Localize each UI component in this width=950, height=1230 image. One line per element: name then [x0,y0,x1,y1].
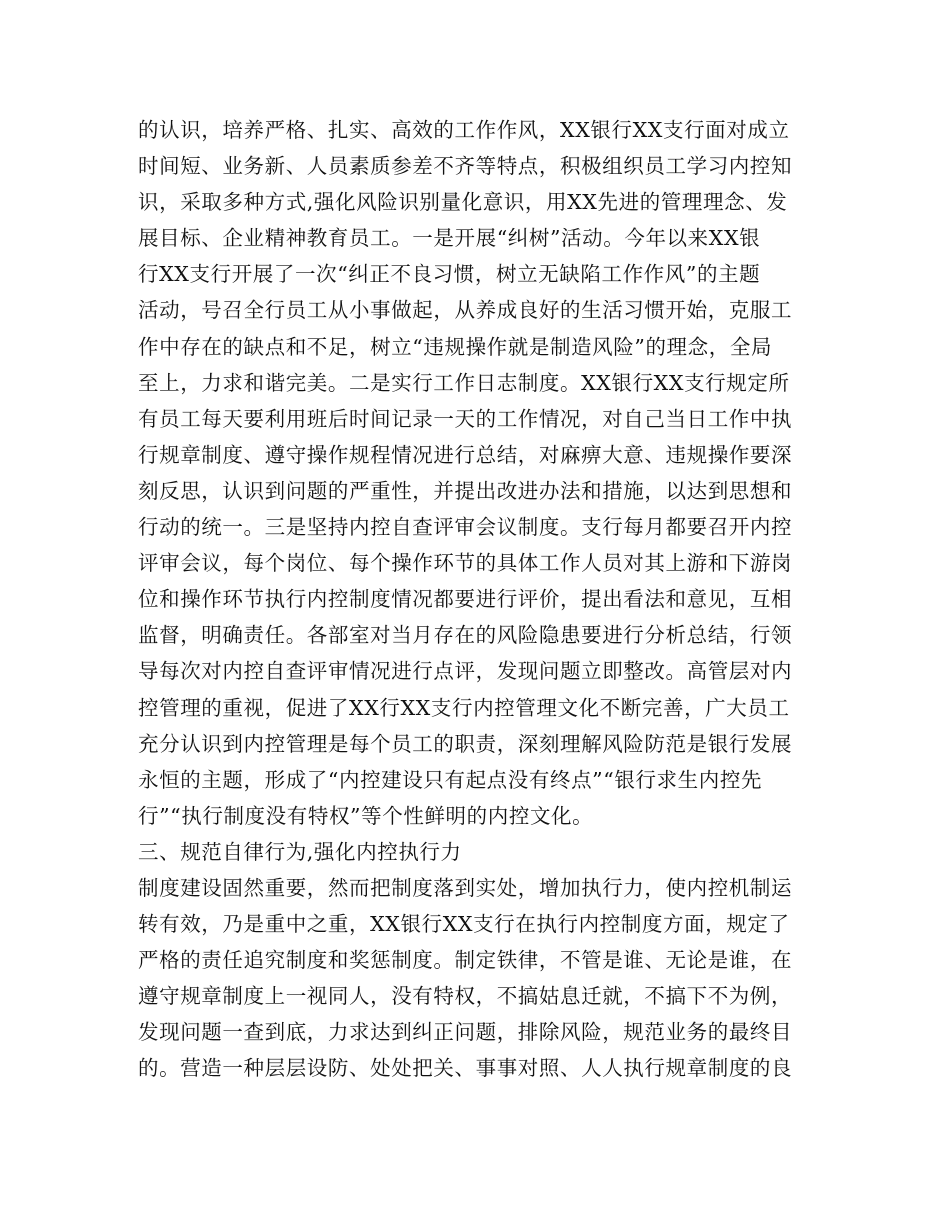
text-line: 有员工每天要利用班后时间记录一天的工作情况，对自己当日工作中执 [138,406,793,431]
text-line: 作中存在的缺点和不足，树立“违规操作就是制造风险”的理念，全局 [138,334,773,359]
text-line: 活动，号召全行员工从小事做起，从养成良好的生活习惯开始，克服工 [138,298,793,323]
text-line: 位和操作环节执行内控制度情况都要进行评价，提出看法和意见，互相 [138,587,793,612]
text-line: 遵守规章制度上一视同人，没有特权，不搞姑息迁就，不搞下不为例， [138,984,793,1009]
text-line: 控管理的重视，促进了XX行XX支行内控管理文化不断完善，广大员工 [138,695,790,720]
text-line: 识，采取多种方式,强化风险识别量化意识，用XX先进的管理理念、发 [138,190,788,215]
text-line: 行”“执行制度没有特权”等个性鲜明的内控文化。 [138,803,594,828]
text-line: 的。营造一种层层设防、处处把关、事事对照、人人执行规章制度的良 [138,1056,793,1081]
text-line: 行XX支行开展了一次“纠正不良习惯，树立无缺陷工作作风”的主题 [138,262,761,287]
text-line: 充分认识到内控管理是每个员工的职责，深刻理解风险防范是银行发展 [138,731,793,756]
text-line: 制度建设固然重要，然而把制度落到实处，增加执行力，使内控机制运 [138,875,793,900]
text-line: 导每次对内控自查评审情况进行点评，发现问题立即整改。高管层对内 [138,659,793,684]
text-line: 至上，力求和谐完美。二是实行工作日志制度。XX银行XX支行规定所 [138,370,790,395]
text-line: 发现问题一查到底，力求达到纠正问题，排除风险，规范业务的最终目 [138,1020,793,1045]
text-line: 行规章制度、遵守操作规程情况进行总结，对麻痹大意、违规操作要深 [138,442,793,467]
section-heading: 三、规范自律行为,强化内控执行力 [138,839,462,864]
text-line: 行动的统一。三是坚持内控自查评审会议制度。支行每月都要召开内控 [138,515,793,540]
text-line: 时间短、业务新、人员素质参差不齐等特点，积极组织员工学习内控知 [138,154,793,179]
text-line: 转有效，乃是重中之重，XX银行XX支行在执行内控制度方面，规定了 [138,912,790,937]
text-line: 评审会议，每个岗位、每个操作环节的具体工作人员对其上游和下游岗 [138,551,793,576]
text-line: 的认识，培养严格、扎实、高效的工作作风，XX银行XX支行面对成立 [138,118,790,142]
text-line: 刻反思，认识到问题的严重性，并提出改进办法和措施，以达到思想和 [138,478,793,503]
text-line: 监督，明确责任。各部室对当月存在的风险隐患要进行分析总结，行领 [138,623,793,648]
text-line: 严格的责任追究制度和奖惩制度。制定铁律，不管是谁、无论是谁，在 [138,948,793,973]
text-line: 永恒的主题，形成了“内控建设只有起点没有终点”“银行求生内控先 [138,767,763,792]
body-text [138,112,818,1087]
text-line: 展目标、企业精神教育员工。一是开展“纠树”活动。今年以来XX银 [138,226,761,251]
